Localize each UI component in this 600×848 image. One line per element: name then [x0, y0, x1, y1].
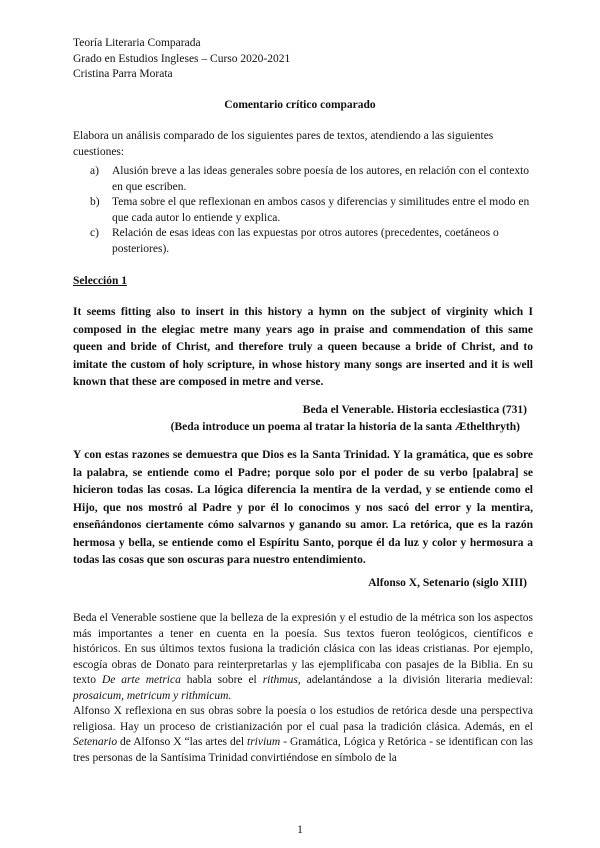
- list-item: [73, 164, 533, 195]
- commentary-body: [73, 611, 533, 766]
- list-marker: b): [90, 196, 100, 208]
- question-list: [73, 164, 533, 257]
- section-heading: Selección 1: [73, 275, 127, 287]
- page-title: Comentario crítico comparado: [224, 99, 376, 111]
- paragraph-alfonso: Alfonso X reflexiona en sus obras sobre la poesía o los estudios de retórica desde una perspectiva religiosa. Hay un proceso de cristianización por el cual pasa la tradición clásica. Además, en el Setenario de Alfonso X “las artes del trivium - Gramática, Lógica y Retórica - se identifican con las tres personas de la Santísima Trinidad convirtiéndose en símbolo de la: [73, 705, 533, 764]
- intro-paragraph: Elabora un análisis comparado de los siguientes pares de textos, atendiendo a las siguientes cuestiones:: [73, 130, 494, 158]
- author-name: Cristina Parra Morata: [73, 68, 173, 80]
- list-item-text: Alusión breve a las ideas generales sobre poesía de los autores, en relación con el contexto en que escriben.: [112, 165, 530, 193]
- citation-alfonso: Alfonso X, Setenario (siglo XIII): [368, 577, 527, 589]
- paragraph-beda: Beda el Venerable sostiene que la belleza de la expresión y el estudio de la métrica son los aspectos más importantes a tener en cuenta en la poesía. Sus textos fueron teológicos, científicos e históricos. En sus últimos textos fusiona la tradición clásica con las ideas cristianas. Por ejemplo, escogía obras de Donato para reinterpretarlas y las ejemplificaba con pasajes de la Biblia. En su texto De arte metrica habla sobre el rithmus, adelantándose a la división literaria medieval: prosaicum, metricum y rithmicum.: [73, 612, 533, 702]
- list-item: [73, 226, 533, 257]
- citation-beda-note: (Beda introduce un poema al tratar la historia de la santa Æthelthryth): [170, 421, 520, 433]
- list-marker: a): [90, 165, 99, 177]
- quote-beda: It seems fitting also to insert in this history a hymn on the subject of virginity which I composed in the elegiac metre many years ago in praise and commendation of this same queen and bride of Christ, and therefore truly a queen because a bride of Christ, and to imitate the custom of holy scripture, in whose history many songs are inserted and it is well known that these are composed in metre and verse.: [73, 306, 533, 388]
- degree-line: Grado en Estudios Ingleses – Curso 2020-2021: [73, 52, 291, 65]
- document-header: [73, 36, 290, 83]
- list-item-text: Tema sobre el que reflexionan en ambos casos y diferencias y similitudes entre el modo en que cada autor lo entiende y explica.: [112, 196, 530, 224]
- page-number: 1: [297, 824, 303, 836]
- quote-alfonso: Y con estas razones se demuestra que Dios es la Santa Trinidad. Y la gramática, que es sobre la palabra, se entiende como el Padre; porque solo por el poder de su verbo [palabra] se hicieron todas las cosas. La lógica diferencia la mentira de la verdad, y se entiende como el Hijo, que nos mostró al Padre y por él lo conocimos y nos sacó del error y la mentira, enseñándonos ciertamente cómo salvarnos y ganando su amor. La retórica, que es la razón hermosa y bella, se entiende como el Espíritu Santo, porque él da luz y color y hermosura a todas las cosas que son oscuras para nuestro entendimiento.: [73, 449, 533, 566]
- citation-beda: Beda el Venerable. Historia ecclesiastica (731): [302, 404, 527, 416]
- course-name: Teoría Literaria Comparada: [73, 37, 201, 49]
- list-marker: c): [90, 227, 99, 239]
- list-item: [73, 195, 533, 226]
- list-item-text: Relación de esas ideas con las expuestas por otros autores (precedentes, coetáneos o posteriores).: [112, 227, 499, 255]
